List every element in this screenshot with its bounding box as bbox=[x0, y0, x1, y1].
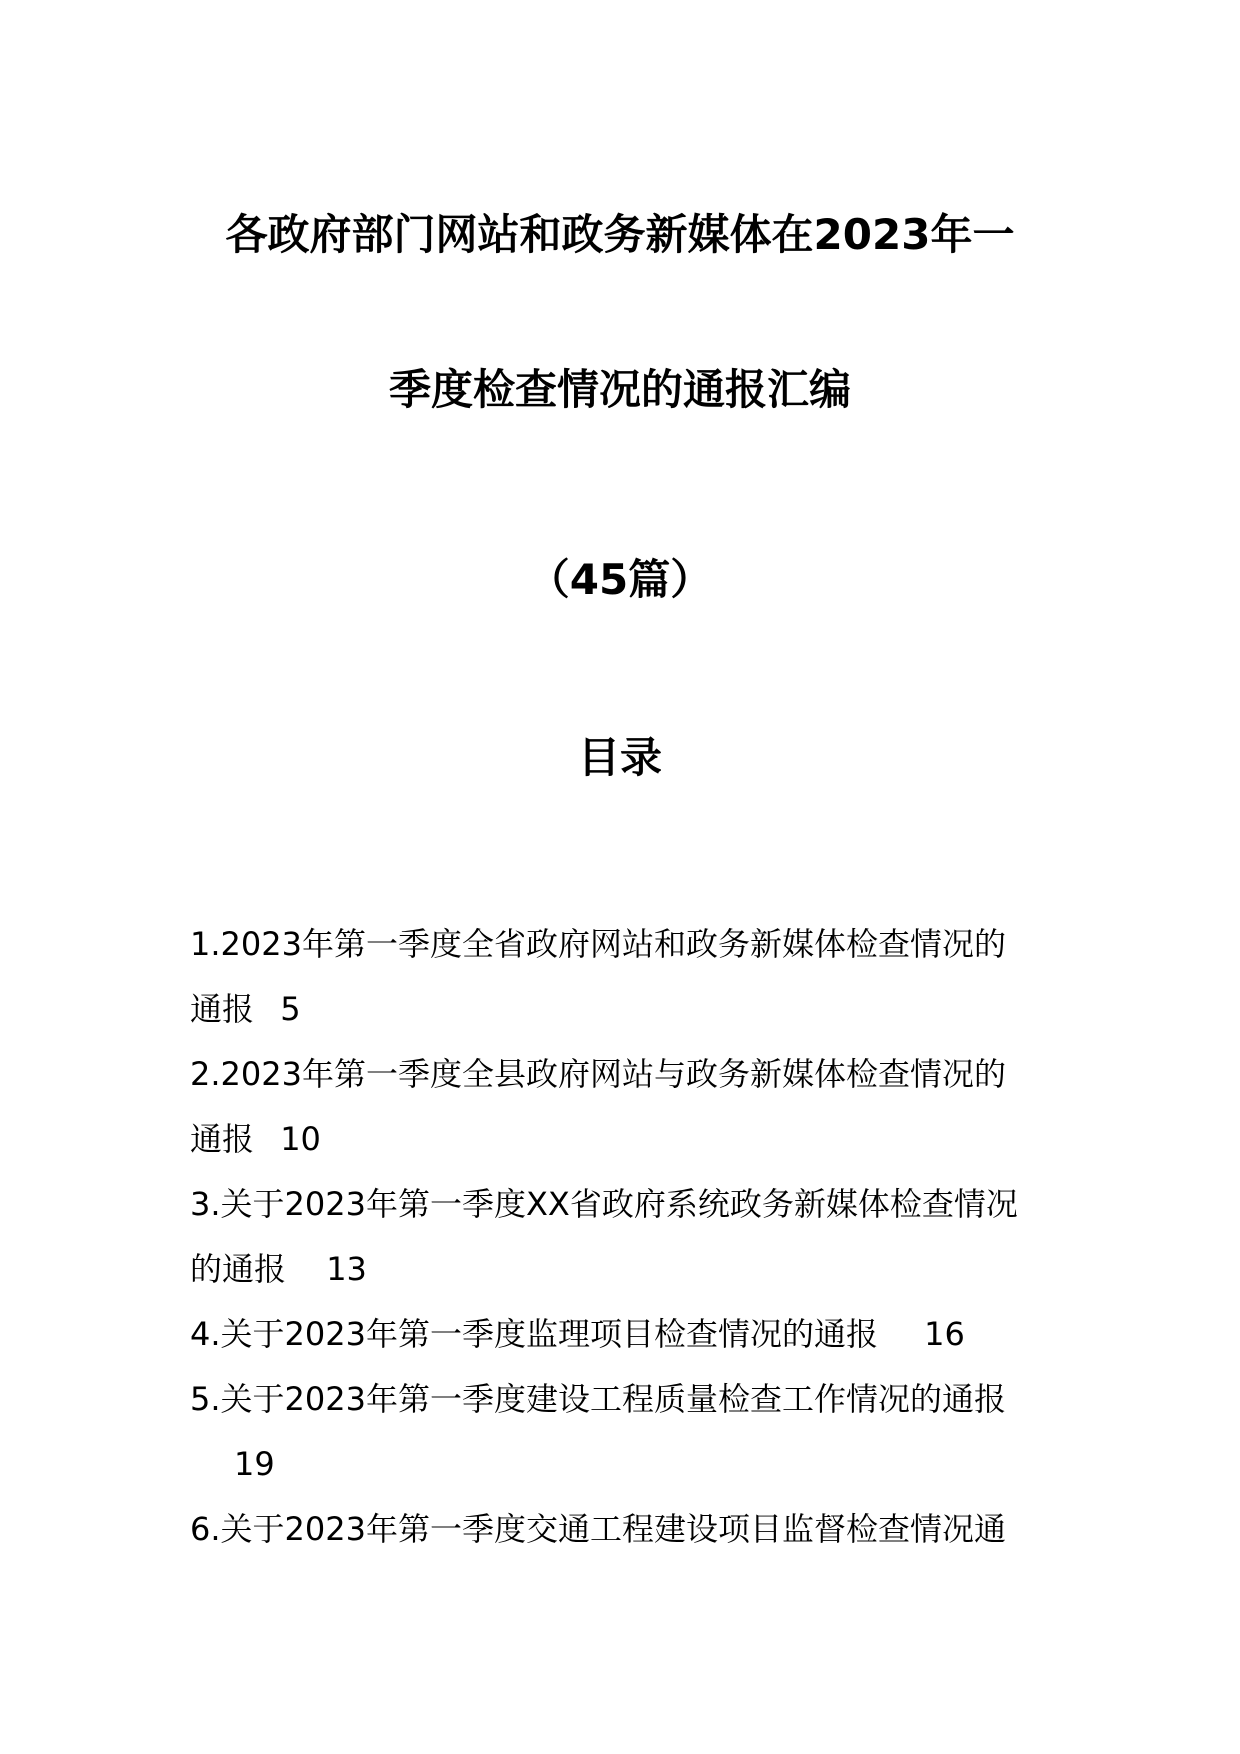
toc-entry-4-page: 16 bbox=[924, 1315, 965, 1353]
toc-entry-3-line-1: 3.关于2023年第一季度XX省政府系统政务新媒体检查情况 bbox=[190, 1185, 1018, 1223]
toc-entry-1-text: 通报 bbox=[190, 990, 255, 1028]
toc-entry-2-line-2 bbox=[190, 1107, 1070, 1172]
toc-entry-2-text: 通报 bbox=[190, 1120, 255, 1158]
toc-entry-4-line-1 bbox=[190, 1302, 1070, 1367]
toc-entry-4-text: 4.关于2023年第一季度监理项目检查情况的通报 bbox=[190, 1315, 878, 1353]
document-count: （45篇） bbox=[527, 555, 713, 604]
toc-entry-3-text: 的通报 bbox=[190, 1250, 287, 1288]
toc-entry-2-page: 10 bbox=[280, 1120, 321, 1158]
toc-entry-5-line-1: 5.关于2023年第一季度建设工程质量检查工作情况的通报 bbox=[190, 1380, 1006, 1418]
toc-entry-3-line-2 bbox=[190, 1237, 1070, 1302]
toc-entry-5-line-2 bbox=[190, 1432, 1070, 1497]
toc-entry-1-line-2 bbox=[190, 977, 1070, 1042]
toc-entry-1-page: 5 bbox=[280, 990, 301, 1028]
toc-entry-2-line-1: 2.2023年第一季度全县政府网站与政务新媒体检查情况的 bbox=[190, 1055, 1006, 1093]
toc-heading: 目录 bbox=[577, 733, 662, 782]
toc-entry-6-line-1: 6.关于2023年第一季度交通工程建设项目监督检查情况通 bbox=[190, 1510, 1006, 1548]
table-of-contents bbox=[190, 912, 1070, 1562]
toc-entry-5-page: 19 bbox=[234, 1445, 275, 1483]
document-title-line-1: 各政府部门网站和政务新媒体在2023年一 bbox=[225, 210, 1015, 259]
toc-entry-1-line-1: 1.2023年第一季度全省政府网站和政务新媒体检查情况的 bbox=[190, 925, 1006, 963]
document-title-line-2: 季度检查情况的通报汇编 bbox=[388, 365, 851, 414]
toc-entry-3-page: 13 bbox=[326, 1250, 367, 1288]
